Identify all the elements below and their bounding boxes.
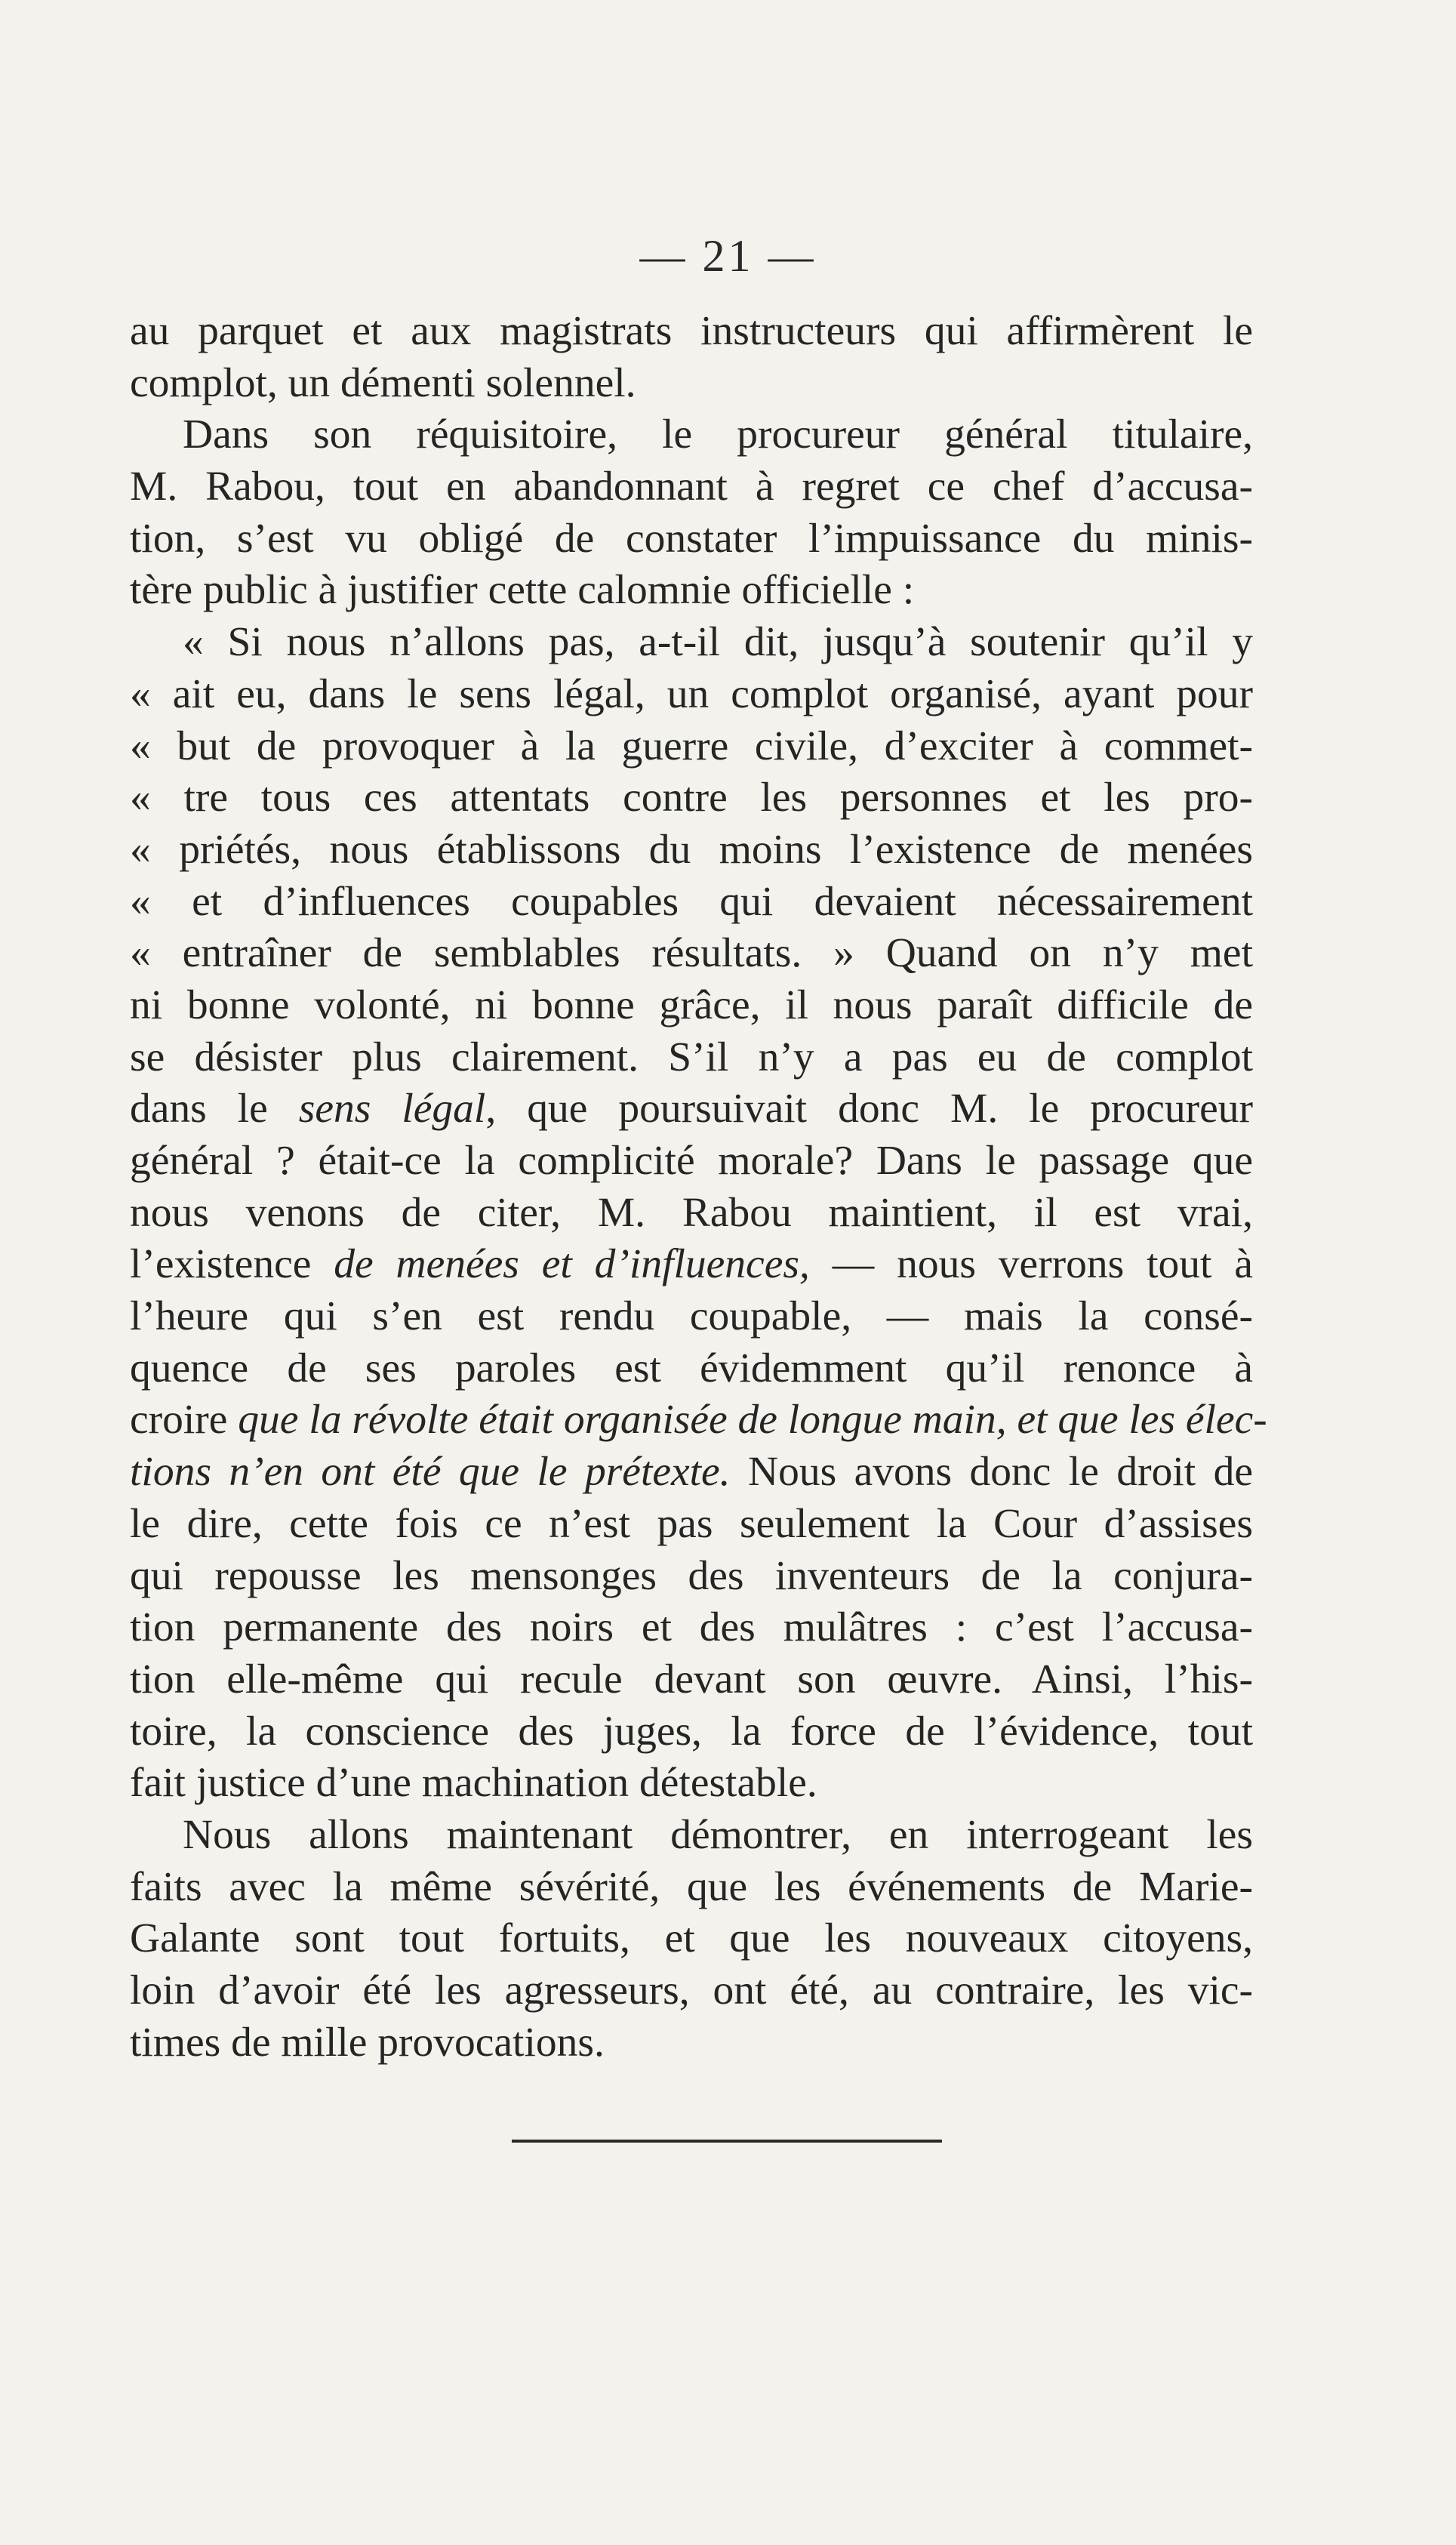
text-line <box>130 1862 1253 1914</box>
text-segment: au parquet et aux magistrats instructeurs qui affirmèrent le <box>130 308 1253 354</box>
text-segment: Galante sont tout fortuits, et que les nouveaux citoyens, <box>130 1915 1253 1962</box>
text-line <box>130 565 1253 617</box>
text-segment: Nous allons maintenant démontrer, en interrogeant les <box>183 1811 1253 1858</box>
text-line <box>130 772 1253 824</box>
text-segment: quence de ses paroles est évidemment qu’il renonce à <box>130 1345 1253 1391</box>
text-line <box>130 1135 1253 1188</box>
text-segment: « but de provoquer à la guerre civile, d’exciter à commet- <box>130 723 1253 769</box>
italic-text: tions n’en ont été que le prétexte. <box>130 1449 731 1496</box>
text-segment: se désister plus clairement. S’il n’y a pas eu de complot <box>130 1034 1253 1080</box>
text-segment: nous venons de citer, M. Rabou maintient, il est vrai, <box>130 1189 1253 1236</box>
text-line <box>130 1447 1253 1499</box>
text-segment: , que poursuivait donc M. le procureur <box>485 1086 1253 1132</box>
text-line <box>130 1551 1253 1603</box>
text-line <box>130 1706 1253 1758</box>
text-line <box>130 824 1253 877</box>
text-line <box>130 721 1253 773</box>
text-line <box>130 877 1253 929</box>
text-line <box>130 980 1253 1032</box>
body-text <box>130 306 1267 2069</box>
text-line <box>130 1758 1253 1810</box>
text-line <box>130 358 1253 410</box>
text-segment: « tre tous ces attentats contre les personnes et les pro- <box>130 775 1253 821</box>
text-line <box>130 1394 1267 1447</box>
text-segment: toire, la conscience des juges, la force de l’évidence, tout <box>130 1708 1253 1755</box>
text-line <box>130 513 1253 565</box>
text-segment: tion elle-même qui recule devant son œuvre. Ainsi, l’his- <box>130 1656 1253 1702</box>
text-line <box>130 1083 1253 1135</box>
text-line <box>130 617 1253 669</box>
text-segment: loin d’avoir été les agresseurs, ont été, au contraire, les vic- <box>130 1967 1253 2014</box>
text-segment: général ? était-ce la complicité morale? Dans le passage que <box>130 1138 1253 1184</box>
text-segment: ni bonne volonté, ni bonne grâce, il nous paraît difficile de <box>130 981 1253 1028</box>
text-line <box>130 409 1253 461</box>
text-segment: M. Rabou, tout en abandonnant à regret ce chef d’accusa- <box>130 464 1253 510</box>
text-segment: — nous verrons tout à <box>809 1241 1253 1288</box>
text-segment: le dire, cette fois ce n’est pas seulement la Cour d’assises <box>130 1500 1253 1547</box>
text-line <box>130 1602 1253 1654</box>
text-line <box>130 1499 1253 1551</box>
text-segment: « et d’influences coupables qui devaient nécessairement <box>130 878 1253 925</box>
text-segment: complot, un démenti solennel. <box>130 359 636 406</box>
text-line <box>130 1239 1253 1291</box>
text-line <box>130 1913 1253 1965</box>
italic-text: de menées et d’influences, <box>334 1241 810 1288</box>
text-line <box>130 1343 1253 1395</box>
text-segment: tion permanente des noirs et des mulâtres : c’est l’accusa- <box>130 1604 1253 1651</box>
text-segment: times de mille provocations. <box>130 2019 605 2066</box>
text-line <box>130 1965 1253 2017</box>
text-line <box>130 1188 1253 1240</box>
text-line <box>130 1810 1253 1862</box>
text-line <box>130 306 1253 358</box>
text-segment: l’existence <box>130 1241 334 1288</box>
page-number: — 21 — <box>639 231 817 281</box>
text-line <box>130 1654 1253 1706</box>
text-line <box>130 669 1253 721</box>
text-segment: Dans son réquisitoire, le procureur général titulaire, <box>183 411 1253 458</box>
text-segment: croire <box>130 1397 239 1444</box>
text-segment: qui repousse les mensonges des inventeurs de la conjura- <box>130 1552 1253 1599</box>
end-rule <box>512 2140 942 2143</box>
text-segment: faits avec la même sévérité, que les événements de Marie- <box>130 1863 1253 1910</box>
italic-text: sens légal <box>298 1086 486 1132</box>
text-segment: dans le <box>130 1086 299 1132</box>
text-segment: « entraîner de semblables résultats. » Quand on n’y met <box>130 930 1253 977</box>
text-line <box>130 461 1253 513</box>
text-segment: tère public à justifier cette calomnie officielle : <box>130 567 915 614</box>
text-segment: Nous avons donc le droit de <box>730 1449 1253 1496</box>
text-segment: « Si nous n’allons pas, a-t-il dit, jusqu’à soutenir qu’il y <box>183 619 1253 666</box>
text-segment: « priétés, nous établissons du moins l’existence de menées <box>130 826 1253 873</box>
text-line <box>130 928 1253 980</box>
text-line <box>130 2017 1253 2069</box>
text-segment: « ait eu, dans le sens légal, un complot organisé, ayant pour <box>130 670 1253 717</box>
text-segment: tion, s’est vu obligé de constater l’impuissance du minis- <box>130 515 1253 562</box>
text-segment: l’heure qui s’en est rendu coupable, — mais la consé- <box>130 1293 1253 1340</box>
italic-text: que la révolte était organisée de longue main, et que les élec- <box>238 1397 1267 1444</box>
text-segment: fait justice d’une machination détestable. <box>130 1760 817 1807</box>
text-line <box>130 1032 1253 1084</box>
text-line <box>130 1291 1253 1343</box>
